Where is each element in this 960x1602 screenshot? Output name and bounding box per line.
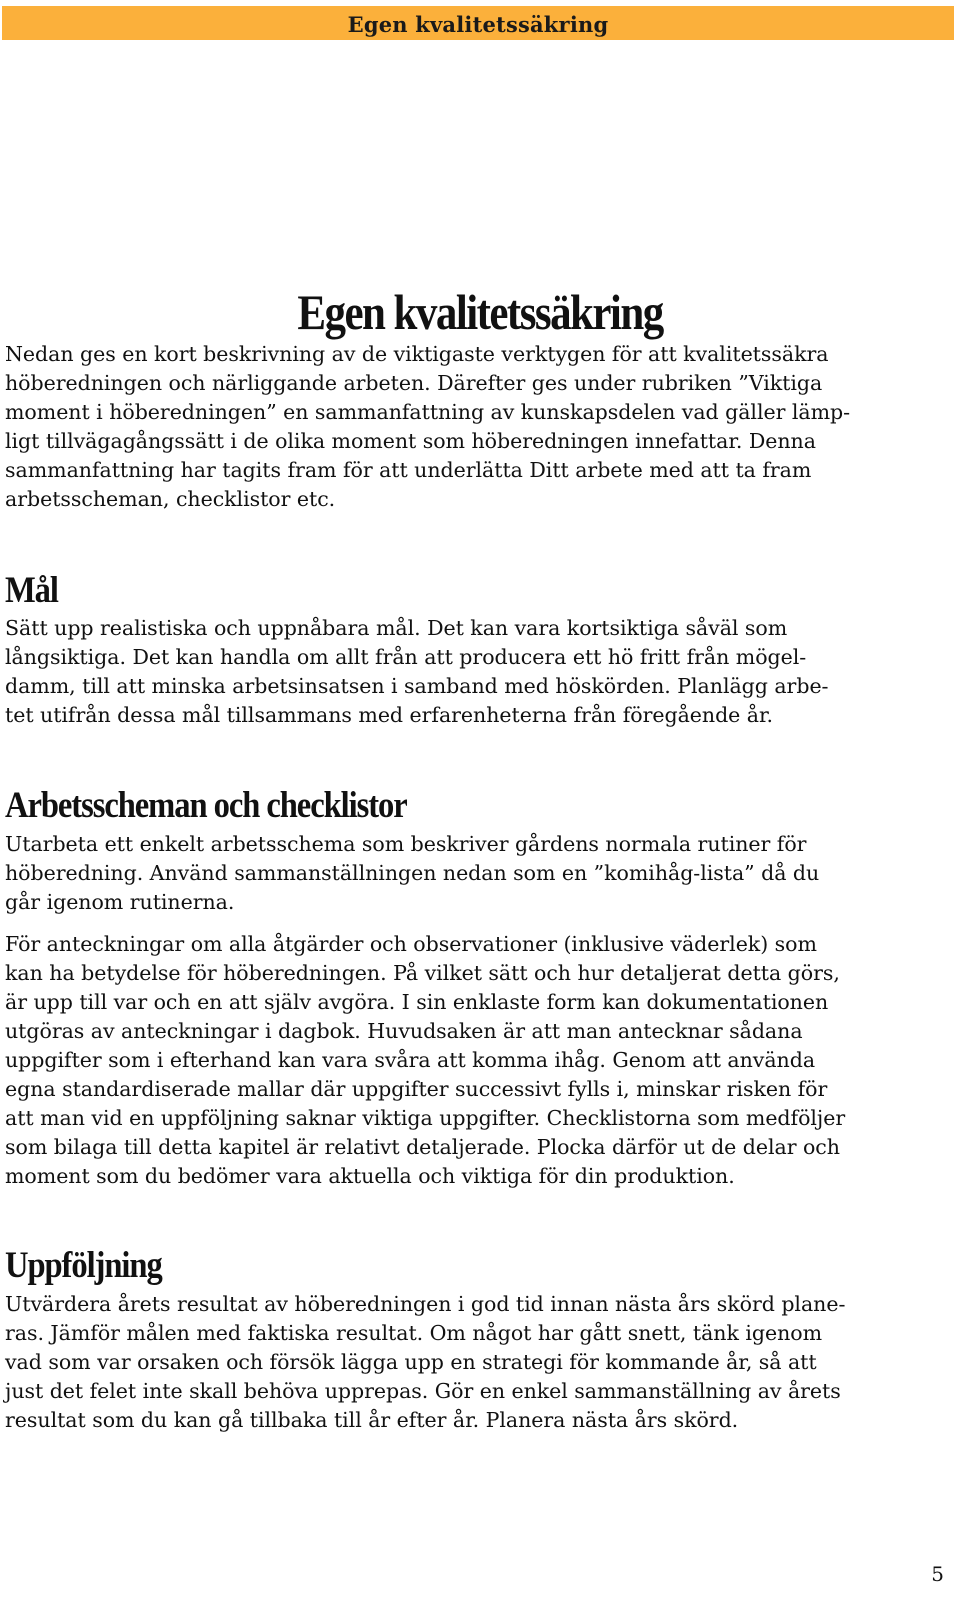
text-line: resultat som du kan gå tillbaka till år efter år. Planera nästa års skörd. <box>5 1408 739 1432</box>
text-line: är upp till var och en att själv avgöra. I sin enklaste form kan dokumentationen <box>5 990 829 1014</box>
text-line: går igenom rutinerna. <box>5 890 235 914</box>
text-line: just det felet inte skall behöva upprepas. Gör en enkel sammanställning av årets <box>5 1379 841 1403</box>
page-number: 5 <box>931 1562 944 1586</box>
section-heading-mal: Mål <box>5 570 58 611</box>
text-line: tet utifrån dessa mål tillsammans med erfarenheterna från föregående år. <box>5 703 773 727</box>
text-line: arbetsscheman, checklistor etc. <box>5 487 336 511</box>
intro-paragraph <box>5 340 955 514</box>
section-heading-uppfoljning: Uppföljning <box>5 1245 162 1286</box>
text-line: långsiktiga. Det kan handla om allt från att producera ett hö fritt från mögel- <box>5 645 807 669</box>
text-line: sammanfattning har tagits fram för att underlätta Ditt arbete med att ta fram <box>5 458 812 482</box>
page-title: Egen kvalitetssäkring <box>297 284 663 340</box>
section-paragraph <box>5 830 955 917</box>
text-line: ras. Jämför målen med faktiska resultat. Om något har gått snett, tänk igenom <box>5 1321 823 1345</box>
text-line: Nedan ges en kort beskrivning av de viktigaste verktygen för att kvalitetssäkra <box>5 342 829 366</box>
section-heading-arbetsscheman: Arbetsscheman och checklistor <box>5 785 407 826</box>
text-line: ligt tillvägagångssätt i de olika moment som höberedningen innefattar. Denna <box>5 429 816 453</box>
running-header <box>2 6 954 40</box>
section-paragraph <box>5 930 955 1191</box>
text-line: Sätt upp realistiska och uppnåbara mål. Det kan vara kortsiktiga såväl som <box>5 616 788 640</box>
text-line: vad som var orsaken och försök lägga upp en strategi för kommande år, så att <box>5 1350 817 1374</box>
text-line: För anteckningar om alla åtgärder och observationer (inklusive väderlek) som <box>5 932 817 956</box>
text-line: damm, till att minska arbetsinsatsen i samband med höskörden. Planlägg arbe- <box>5 674 829 698</box>
section-paragraph <box>5 1290 955 1435</box>
text-line: Utarbeta ett enkelt arbetsschema som beskriver gårdens normala rutiner för <box>5 832 807 856</box>
text-line: att man vid en uppföljning saknar viktiga uppgifter. Checklistorna som medföljer <box>5 1106 846 1130</box>
text-line: kan ha betydelse för höberedningen. På vilket sätt och hur detaljerat detta görs, <box>5 961 840 985</box>
text-line: utgöras av anteckningar i dagbok. Huvudsaken är att man antecknar sådana <box>5 1019 803 1043</box>
text-line: moment som du bedömer vara aktuella och viktiga för din produktion. <box>5 1164 735 1188</box>
running-header-title: Egen kvalitetssäkring <box>347 12 609 37</box>
text-line: höberedningen och närliggande arbeten. Därefter ges under rubriken ”Viktiga <box>5 371 823 395</box>
text-line: uppgifter som i efterhand kan vara svåra att komma ihåg. Genom att använda <box>5 1048 816 1072</box>
text-line: moment i höberedningen” en sammanfattning av kunskapsdelen vad gäller lämp- <box>5 400 851 424</box>
text-line: Utvärdera årets resultat av höberedningen i god tid innan nästa års skörd plane- <box>5 1292 846 1316</box>
text-line: egna standardiserade mallar där uppgifter successivt fylls i, minskar risken för <box>5 1077 828 1101</box>
section-paragraph <box>5 614 955 730</box>
text-line: höberedning. Använd sammanställningen nedan som en ”komihåg-lista” då du <box>5 861 820 885</box>
text-line: som bilaga till detta kapitel är relativt detaljerade. Plocka därför ut de delar och <box>5 1135 840 1159</box>
